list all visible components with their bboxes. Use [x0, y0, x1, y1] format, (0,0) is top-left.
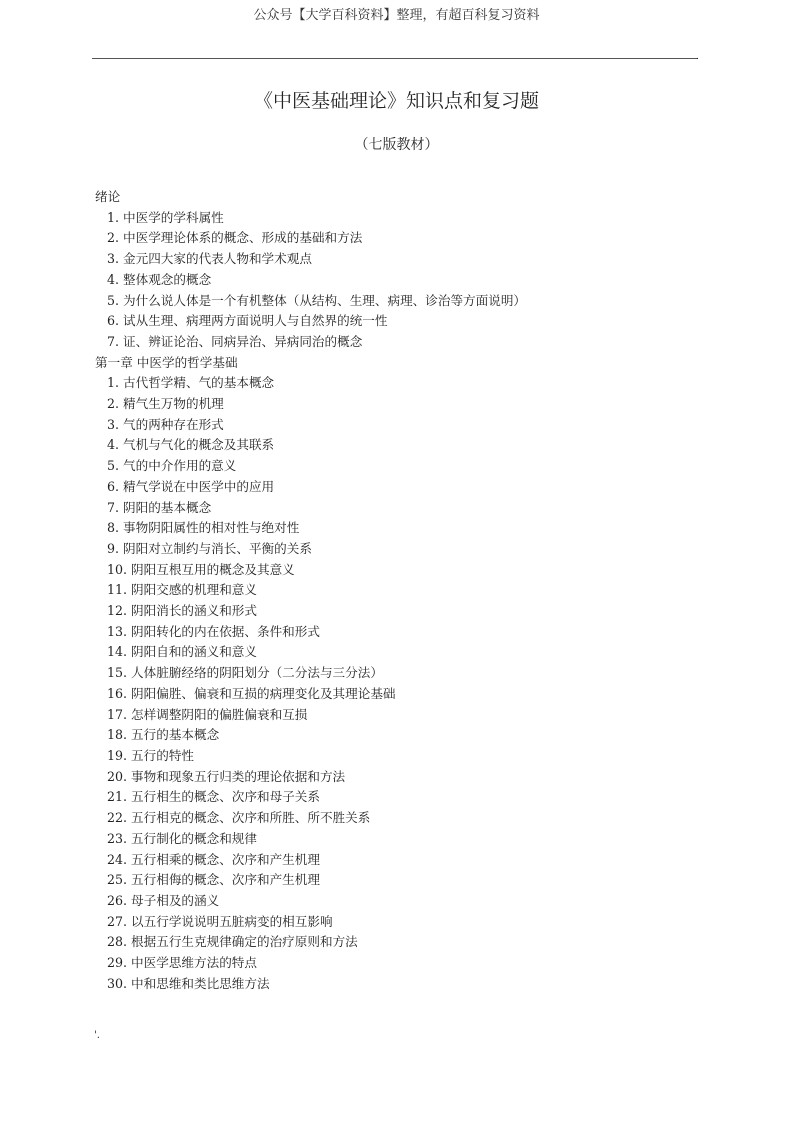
list-item: 8. 事物阴阳属性的相对性与绝对性 [107, 520, 300, 536]
list-item: 29. 中医学思维方法的特点 [107, 955, 257, 971]
list-item: 24. 五行相乘的概念、次序和产生机理 [107, 851, 320, 867]
list-item: 28. 根据五行生克规律确定的治疗原则和方法 [107, 934, 358, 950]
list-item: 23. 五行制化的概念和规律 [107, 830, 257, 846]
document-subtitle: （七版教材） [354, 137, 439, 153]
footer-mark: '. [94, 1030, 100, 1041]
list-item: 1. 中医学的学科属性 [107, 209, 224, 225]
list-item: 13. 阴阳转化的内在依据、条件和形式 [107, 623, 320, 639]
list-item: 7. 证、辨证论治、同病异治、异病同治的概念 [107, 333, 363, 349]
list-item: 4. 整体观念的概念 [107, 271, 212, 287]
list-item: 25. 五行相侮的概念、次序和产生机理 [107, 872, 320, 888]
list-item: 7. 阴阳的基本概念 [107, 499, 212, 515]
list-item: 19. 五行的特性 [107, 747, 195, 763]
header-divider [92, 58, 698, 59]
list-item: 6. 试从生理、病理两方面说明人与自然界的统一性 [107, 313, 388, 329]
list-item: 15. 人体脏腑经络的阴阳划分（二分法与三分法） [107, 665, 383, 681]
list-item: 12. 阴阳消长的涵义和形式 [107, 603, 257, 619]
list-item: 11. 阴阳交感的机理和意义 [107, 582, 257, 598]
list-item: 2. 精气生万物的机理 [107, 396, 224, 412]
list-item: 10. 阴阳互根互用的概念及其意义 [107, 561, 295, 577]
list-item: 30. 中和思维和类比思维方法 [107, 975, 270, 991]
list-item: 4. 气机与气化的概念及其联系 [107, 437, 275, 453]
list-item: 20. 事物和现象五行归类的理论依据和方法 [107, 768, 346, 784]
list-item: 9. 阴阳对立制约与消长、平衡的关系 [107, 540, 312, 556]
list-item: 26. 母子相及的涵义 [107, 892, 220, 908]
list-item: 22. 五行相克的概念、次序和所胜、所不胜关系 [107, 810, 371, 826]
list-item: 14. 阴阳自和的涵义和意义 [107, 644, 257, 660]
section-heading: 绪论 [95, 189, 121, 204]
list-item: 6. 精气学说在中医学中的应用 [107, 478, 275, 494]
document-body [95, 187, 526, 994]
list-item: 17. 怎样调整阴阳的偏胜偏衰和互损 [107, 706, 308, 722]
document-title: 《中医基础理论》知识点和复习题 [253, 90, 539, 112]
list-item: 2. 中医学理论体系的概念、形成的基础和方法 [107, 230, 363, 246]
list-item: 21. 五行相生的概念、次序和母子关系 [107, 789, 320, 805]
list-item: 5. 气的中介作用的意义 [107, 458, 237, 474]
page-header: 公众号【大学百科资料】整理，有超百科复习资料 [253, 8, 540, 23]
list-item: 1. 古代哲学精、气的基本概念 [107, 375, 275, 391]
list-item: 16. 阴阳偏胜、偏衰和互损的病理变化及其理论基础 [107, 685, 396, 701]
list-item: 5. 为什么说人体是一个有机整体（从结构、生理、病理、诊治等方面说明） [107, 292, 527, 308]
list-item: 27. 以五行学说说明五脏病变的相互影响 [107, 913, 333, 929]
divider-dot: . [696, 52, 699, 62]
list-item: 18. 五行的基本概念 [107, 727, 220, 743]
section-heading: 第一章 中医学的哲学基础 [95, 354, 238, 370]
list-item: 3. 气的两种存在形式 [107, 416, 224, 432]
list-item: 3. 金元四大家的代表人物和学术观点 [107, 251, 312, 267]
